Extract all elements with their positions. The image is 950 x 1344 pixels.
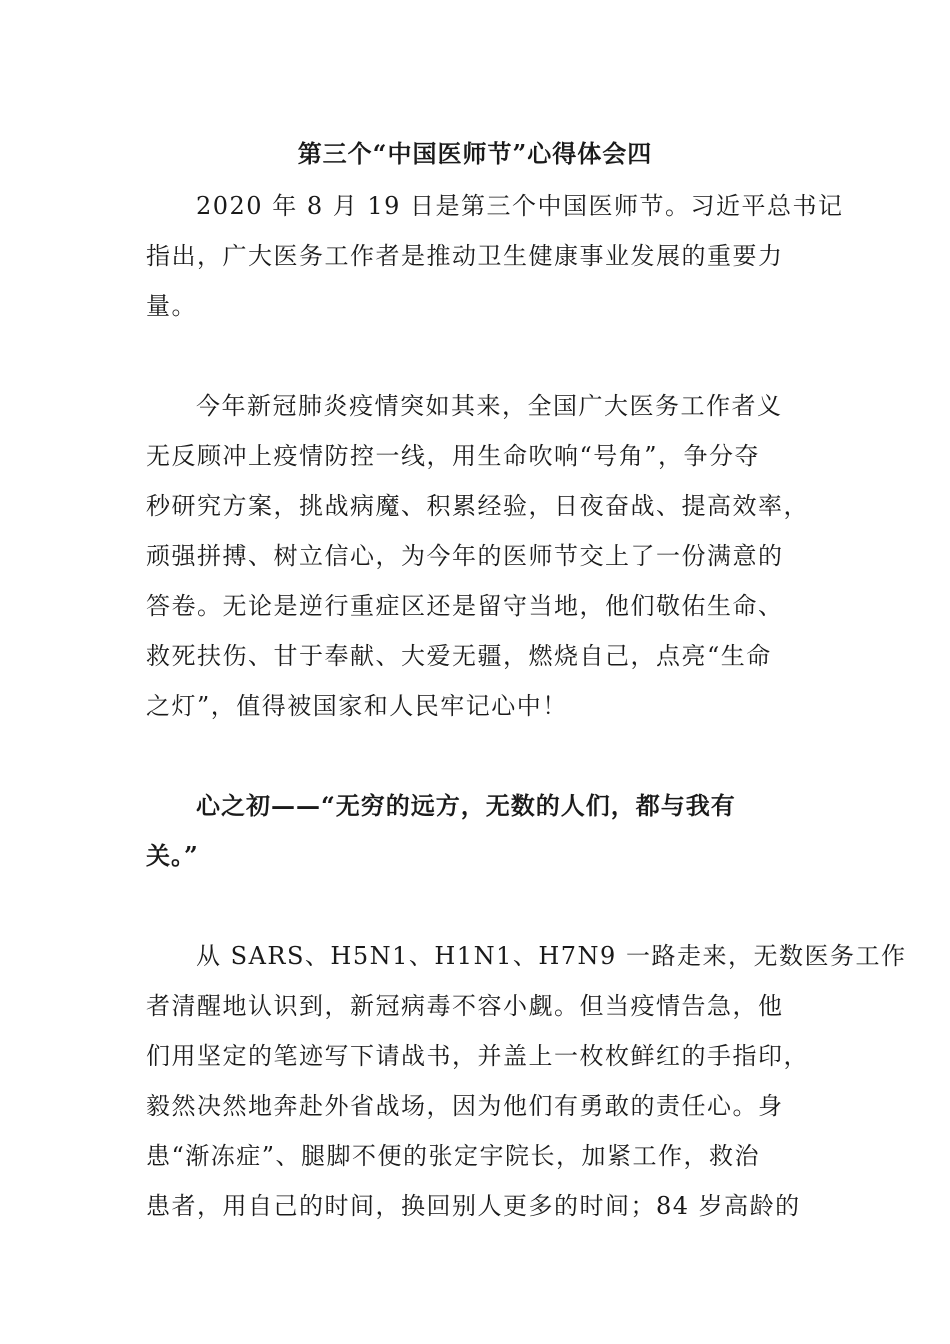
section-heading-line-1: 心之初——“无穷的远方，无数的人们，都与我有 <box>196 791 736 820</box>
paragraph-3-line-4: 毅然决然地奔赴外省战场，因为他们有勇敢的责任心。身 <box>146 1092 784 1120</box>
paragraph-1-line-3: 量。 <box>146 292 197 320</box>
paragraph-3-line-1: 从 SARS、H5N1、H1N1、H7N9 一路走来，无数医务工作 <box>196 942 907 970</box>
paragraph-3-line-3: 们用坚定的笔迹写下请战书，并盖上一枚枚鲜红的手指印， <box>146 1042 809 1070</box>
section-heading-line-2: 关。” <box>146 841 199 870</box>
paragraph-3-line-6: 患者，用自己的时间，换回别人更多的时间；84 岁高龄的 <box>146 1192 801 1220</box>
paragraph-1-line-1: 2020 年 8 月 19 日是第三个中国医师节。习近平总书记 <box>196 192 844 220</box>
paragraph-3-line-2: 者清醒地认识到，新冠病毒不容小觑。但当疫情告急，他 <box>146 992 784 1020</box>
paragraph-2-line-4: 顽强拼搏、树立信心，为今年的医师节交上了一份满意的 <box>146 542 784 570</box>
paragraph-1-line-2: 指出，广大医务工作者是推动卫生健康事业发展的重要力 <box>146 242 784 270</box>
paragraph-2-line-6: 救死扶伤、甘于奉献、大爱无疆，燃烧自己，点亮“生命 <box>146 642 772 670</box>
paragraph-2-line-1: 今年新冠肺炎疫情突如其来，全国广大医务工作者义 <box>196 392 783 420</box>
paragraph-2-line-2: 无反顾冲上疫情防控一线，用生命吹响“号角”，争分夺 <box>146 442 761 470</box>
paragraph-2-line-5: 答卷。无论是逆行重症区还是留守当地，他们敬佑生命、 <box>146 592 784 620</box>
paragraph-2-line-3: 秒研究方案，挑战病魔、积累经验，日夜奋战、提高效率， <box>146 492 809 520</box>
paragraph-2-line-7: 之灯”，值得被国家和人民牢记心中！ <box>146 692 568 720</box>
paragraph-3-line-5: 患“渐冻症”、腿脚不便的张定宇院长，加紧工作，救治 <box>146 1142 761 1170</box>
document-title: 第三个“中国医师节”心得体会四 <box>297 139 653 168</box>
